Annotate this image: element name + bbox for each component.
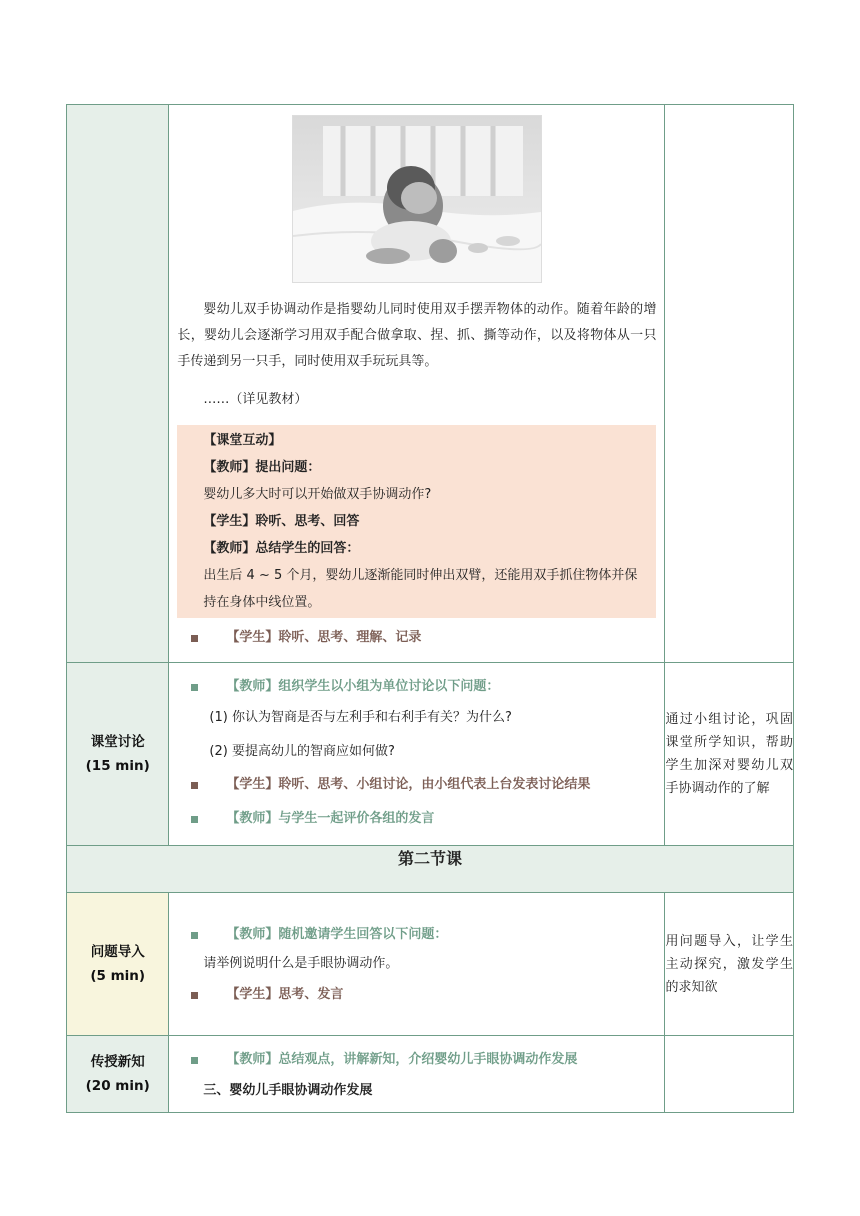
teacher-bullet bbox=[177, 805, 656, 833]
student-bullet-text: 【学生】思考、发言 bbox=[226, 987, 344, 1002]
teach-content-cell bbox=[169, 1036, 665, 1113]
teacher-bullet-text: 【教师】随机邀请学生回答以下问题： bbox=[226, 927, 448, 942]
notes-cell bbox=[665, 105, 794, 663]
baby-photo bbox=[292, 115, 542, 283]
intro-question: 请举例说明什么是手眼协调动作。 bbox=[203, 956, 399, 971]
discussion-content-cell bbox=[169, 663, 665, 846]
square-bullet-icon bbox=[191, 992, 198, 999]
body-paragraph: 婴幼儿双手协调动作是指婴幼儿同时使用双手摆弄物体的动作。随着年龄的增长，婴幼儿会逐渐学习用双手配合做拿取、捏、抓、撕等动作，以及将物体从一只手传递到另一只手，同时使用双手玩玩具等。 bbox=[177, 302, 657, 369]
discussion-time: (15 min) bbox=[85, 758, 150, 774]
square-bullet-icon bbox=[191, 782, 198, 789]
student-bullet-text: 【学生】聆听、思考、小组讨论，由小组代表上台发表讨论结果 bbox=[226, 777, 591, 792]
discussion-note: 通过小组讨论，巩固课堂所学知识，帮助学生加深对婴幼儿双手协调动作的了解 bbox=[665, 663, 794, 846]
square-bullet-icon bbox=[191, 635, 198, 642]
interaction-question: 婴幼儿多大时可以开始做双手协调动作? bbox=[203, 487, 432, 502]
student-bullet bbox=[177, 981, 656, 1009]
teacher-bullet-text: 【教师】组织学生以小组为单位讨论以下问题： bbox=[226, 679, 500, 694]
teach-label-cell bbox=[67, 1036, 169, 1113]
lesson-plan-page bbox=[66, 104, 794, 1113]
section-title: 第二节课 bbox=[67, 846, 794, 893]
lesson-table bbox=[66, 104, 794, 1113]
see-textbook-note: ……（详见教材） bbox=[203, 392, 308, 407]
teach-row bbox=[67, 1036, 794, 1113]
teach-time: (20 min) bbox=[85, 1078, 150, 1094]
row-label-cell bbox=[67, 105, 169, 663]
teacher-question-label: 【教师】提出问题： bbox=[203, 460, 321, 475]
intro-label: 问题导入 bbox=[90, 944, 145, 960]
square-bullet-icon bbox=[191, 816, 198, 823]
section-heading: 三、婴幼儿手眼协调动作发展 bbox=[203, 1083, 373, 1098]
section-title-row bbox=[67, 846, 794, 893]
student-bullet-text: 【学生】聆听、思考、理解、记录 bbox=[226, 630, 422, 645]
teacher-summary-label: 【教师】总结学生的回答： bbox=[203, 541, 360, 556]
discussion-question-1: (1) 你认为智商是否与左利手和右利手有关？为什么? bbox=[209, 710, 512, 725]
teacher-bullet bbox=[177, 1046, 656, 1074]
discussion-label: 课堂讨论 bbox=[90, 734, 145, 750]
student-bullet bbox=[177, 624, 656, 652]
square-bullet-icon bbox=[191, 932, 198, 939]
teacher-bullet-text: 【教师】总结观点，讲解新知，介绍婴幼儿手眼协调动作发展 bbox=[226, 1052, 578, 1067]
discussion-row bbox=[67, 663, 794, 846]
square-bullet-icon bbox=[191, 1057, 198, 1064]
teacher-bullet bbox=[177, 921, 656, 949]
teacher-bullet-text: 【教师】与学生一起评价各组的发言 bbox=[226, 811, 435, 826]
discussion-label-cell bbox=[67, 663, 169, 846]
intro-label-cell bbox=[67, 893, 169, 1036]
intro-row bbox=[67, 893, 794, 1036]
interaction-answer: 出生后 4 ~ 5 个月，婴幼儿逐渐能同时伸出双臂，还能用双手抓住物体并保持在身体中线位置。 bbox=[203, 568, 638, 610]
student-bullet bbox=[177, 771, 656, 799]
teach-label: 传授新知 bbox=[90, 1054, 145, 1070]
classroom-interaction-box bbox=[177, 425, 656, 618]
intro-note: 用问题导入，让学生主动探究，激发学生的求知欲 bbox=[665, 893, 794, 1036]
student-response-label: 【学生】聆听、思考、回答 bbox=[203, 514, 360, 529]
interaction-title: 【课堂互动】 bbox=[203, 433, 282, 448]
square-bullet-icon bbox=[191, 684, 198, 691]
discussion-question-2: (2) 要提高幼儿的智商应如何做? bbox=[209, 744, 395, 759]
teach-note-cell bbox=[665, 1036, 794, 1113]
content-cell bbox=[169, 105, 665, 663]
teacher-bullet bbox=[177, 673, 656, 701]
intro-content-cell bbox=[169, 893, 665, 1036]
content-row bbox=[67, 105, 794, 663]
intro-time: (5 min) bbox=[90, 968, 146, 984]
